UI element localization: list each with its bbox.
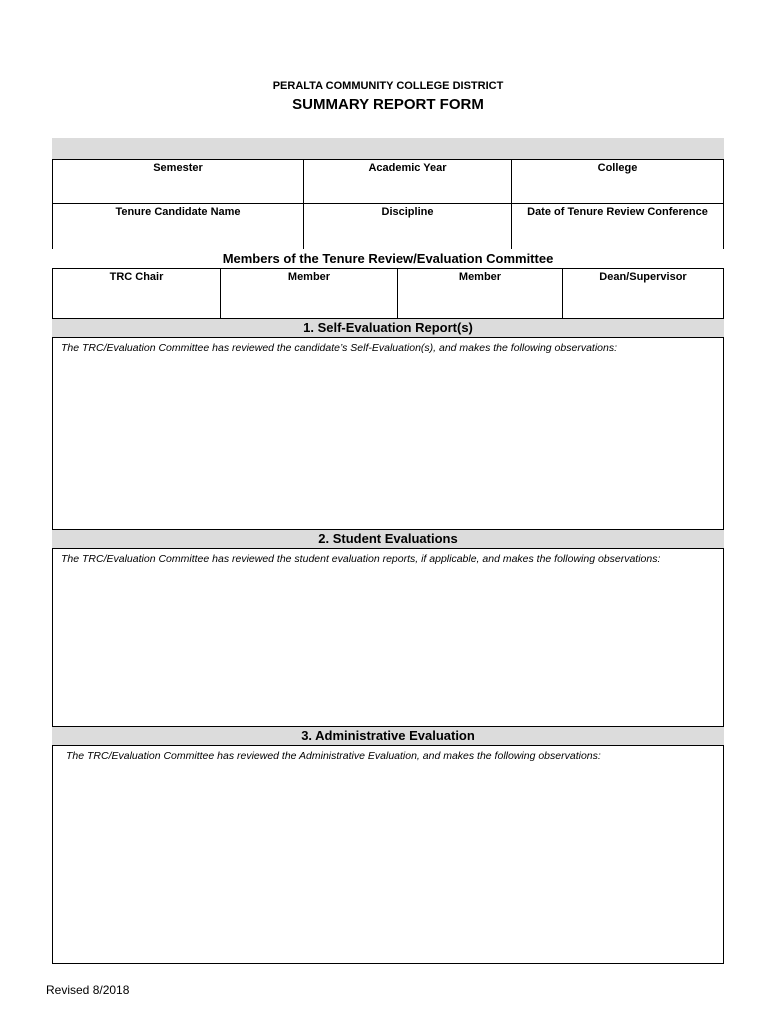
top-gray-band: [52, 138, 724, 159]
semester-label: Semester: [153, 162, 203, 174]
member-cell-2[interactable]: [397, 268, 563, 319]
member-label-1: Member: [287, 271, 331, 283]
conference-date-label: Date of Tenure Review Conference: [527, 206, 708, 218]
semester-cell[interactable]: [52, 159, 304, 204]
dean-supervisor-label: Dean/Supervisor: [599, 271, 687, 283]
trc-chair-label: TRC Chair: [109, 271, 164, 283]
conference-date-cell[interactable]: [511, 203, 724, 250]
administrative-evaluation-box[interactable]: [52, 745, 724, 964]
form-title: SUMMARY REPORT FORM: [292, 96, 484, 113]
discipline-cell[interactable]: [303, 203, 512, 250]
academic-year-cell[interactable]: [303, 159, 512, 204]
section-heading-student-evaluations: 2. Student Evaluations: [52, 530, 724, 548]
district-name: PERALTA COMMUNITY COLLEGE DISTRICT: [272, 80, 504, 92]
college-label: College: [597, 162, 638, 174]
revised-date: Revised 8/2018: [46, 983, 130, 997]
student-evaluations-box[interactable]: [52, 548, 724, 727]
candidate-name-label: Tenure Candidate Name: [115, 206, 241, 218]
student-evaluations-note: The TRC/Evaluation Committee has reviewed the student evaluation reports, if applicable, and makes the following observations:: [61, 553, 661, 565]
section-heading-self-evaluation: 1. Self-Evaluation Report(s): [52, 319, 724, 337]
member-label-2: Member: [458, 271, 502, 283]
trc-chair-cell[interactable]: [52, 268, 221, 319]
section-heading-administrative-evaluation: 3. Administrative Evaluation: [52, 727, 724, 745]
discipline-label: Discipline: [381, 206, 434, 218]
self-evaluation-box[interactable]: [52, 337, 724, 530]
dean-supervisor-cell[interactable]: [562, 268, 724, 319]
administrative-evaluation-note: The TRC/Evaluation Committee has reviewed the Administrative Evaluation, and makes the following observations:: [66, 750, 601, 762]
college-cell[interactable]: [511, 159, 724, 204]
academic-year-label: Academic Year: [368, 162, 447, 174]
candidate-name-cell[interactable]: [52, 203, 304, 250]
member-cell-1[interactable]: [220, 268, 398, 319]
committee-heading: Members of the Tenure Review/Evaluation Committee: [52, 249, 724, 268]
self-evaluation-note: The TRC/Evaluation Committee has reviewed the candidate’s Self-Evaluation(s), and makes the following observations:: [61, 342, 618, 354]
